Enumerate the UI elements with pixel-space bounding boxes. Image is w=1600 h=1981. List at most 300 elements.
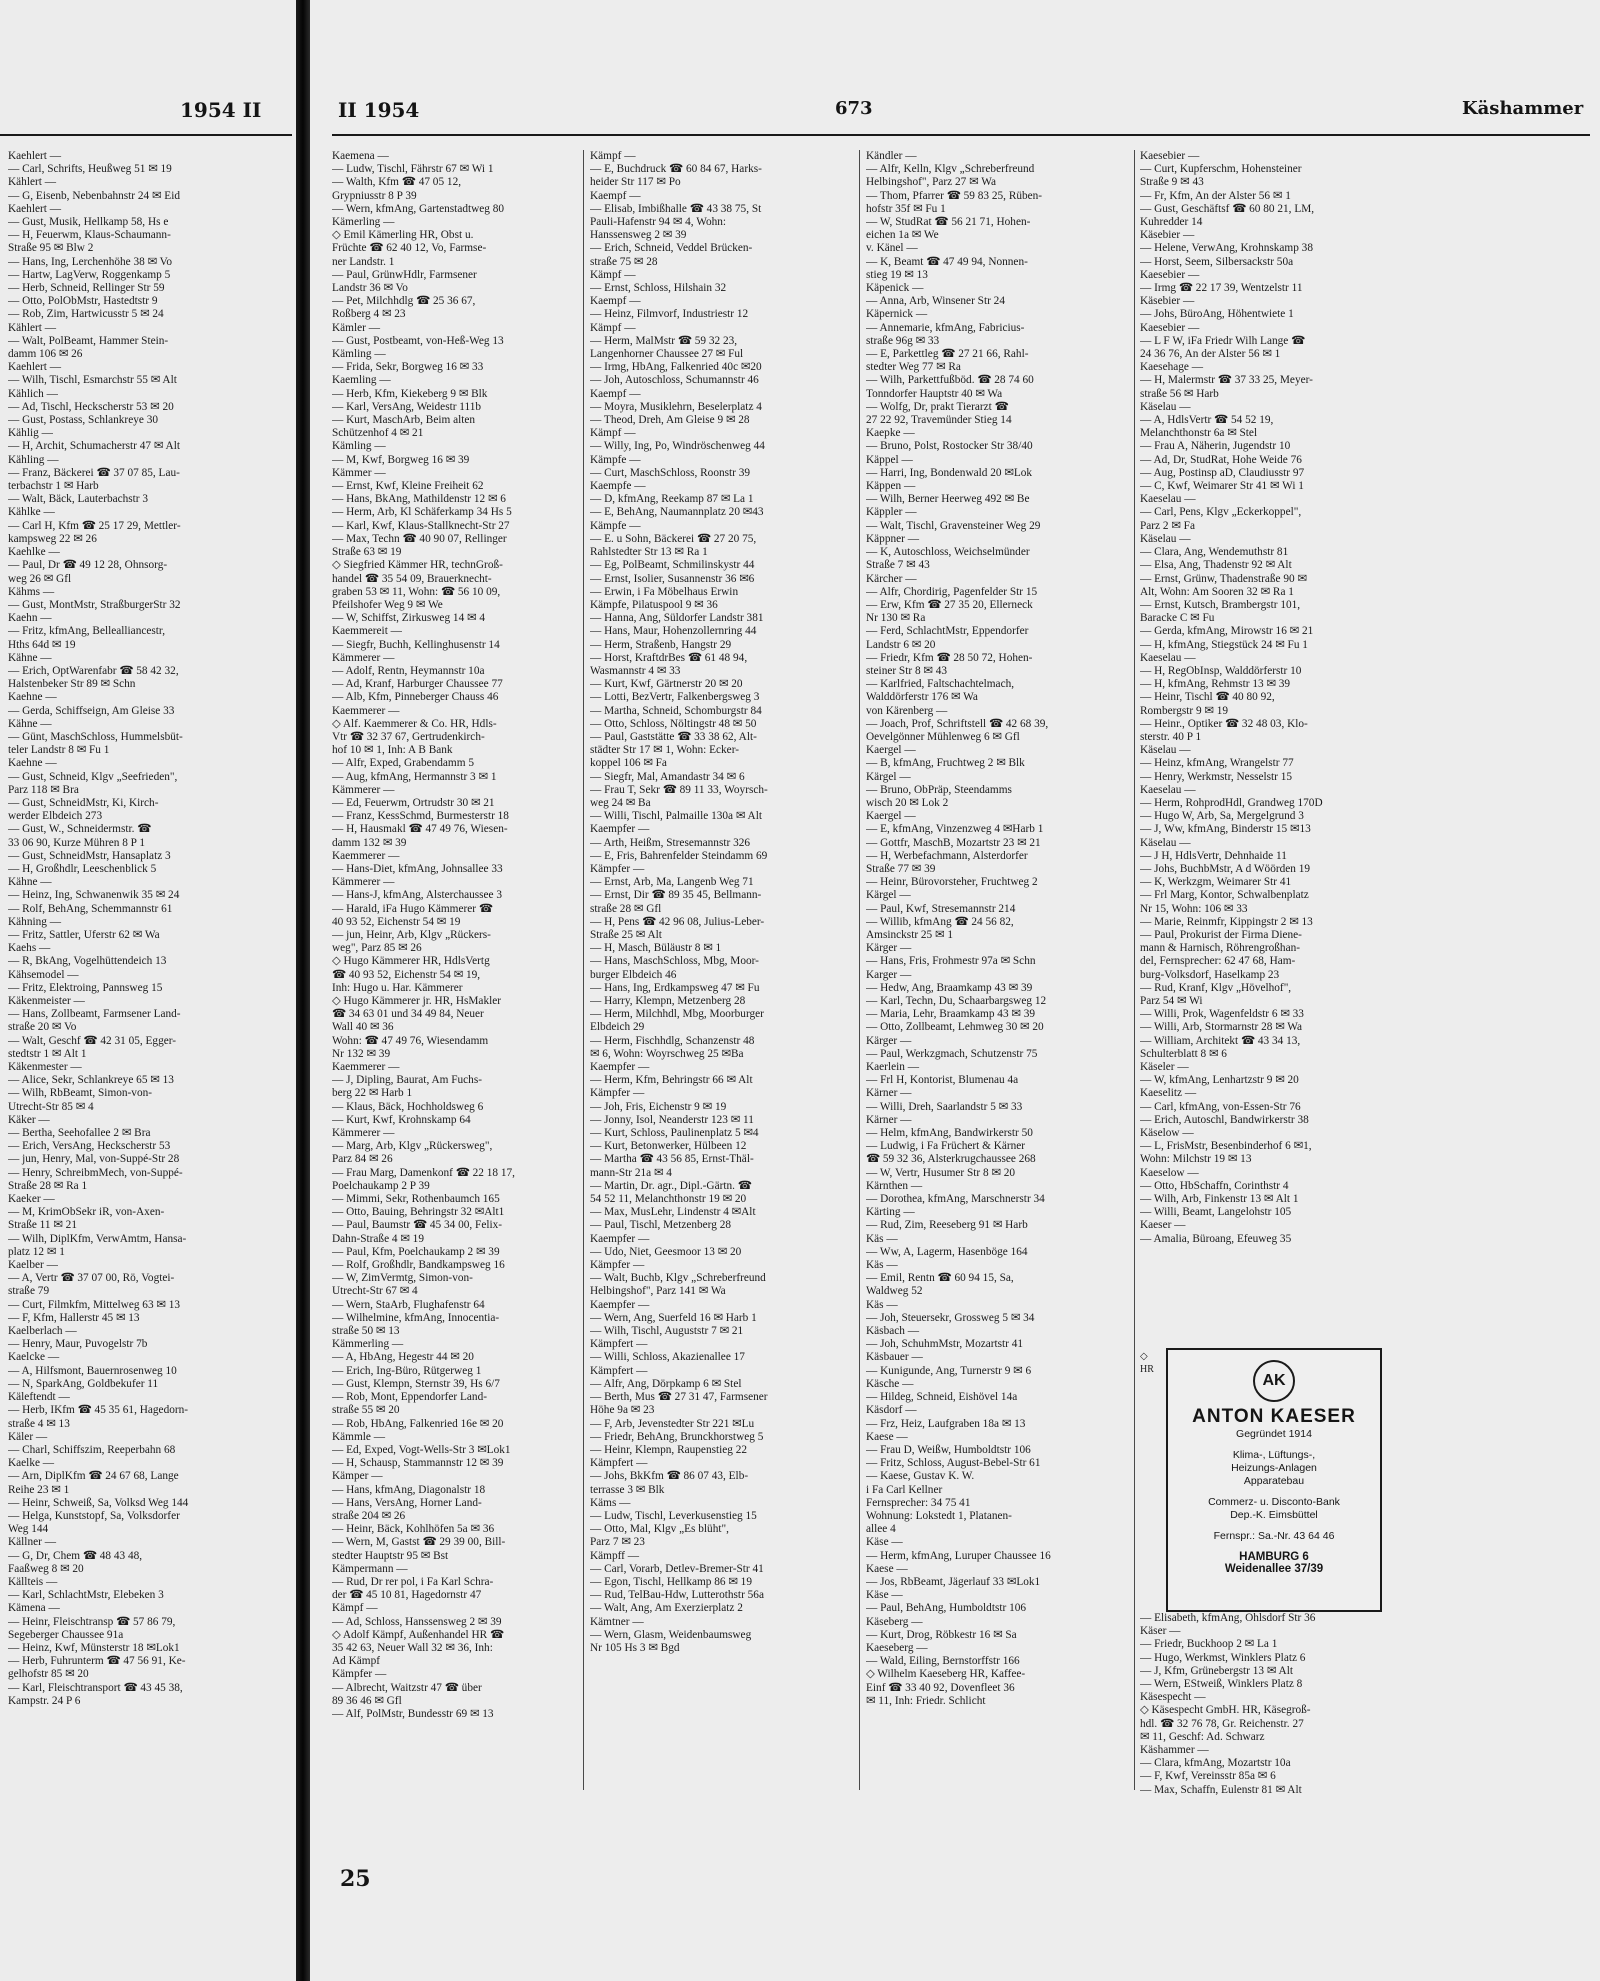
directory-entry-line: Källner — <box>8 1536 56 1549</box>
ad-line-2: Heizungs-Anlagen <box>1231 1462 1317 1474</box>
directory-entry-line: — Gust, MontMstr, StraßburgerStr 32 <box>8 598 181 611</box>
directory-entry-line: Grypniusstr 8 P 39 <box>332 189 417 202</box>
directory-entry-line: Kaempfer — <box>590 1061 650 1074</box>
directory-entry-line: — Hugo, Werkmst, Winklers Platz 6 <box>1140 1651 1306 1664</box>
directory-entry-line: Käpenick — <box>866 282 924 295</box>
directory-entry-line: — Frau D, Weißw, Humboldtstr 106 <box>866 1443 1031 1456</box>
directory-entry-line: — Hildeg, Schneid, Eishövel 14a <box>866 1391 1018 1404</box>
directory-entry-line: — Willi, Schloss, Akazienallee 17 <box>590 1351 745 1364</box>
directory-entry-line: Kärgel — <box>866 770 911 783</box>
directory-entry-line: — R, BkAng, Vogelhüttendeich 13 <box>8 955 167 968</box>
directory-entry-line: — Frz, Heiz, Laufgraben 18a ✉ 13 <box>866 1417 1026 1430</box>
directory-entry-line: — Jonny, Isol, Neanderstr 123 ✉ 11 <box>590 1113 754 1126</box>
directory-entry-line: — Rolf, Großhdlr, Bandkampsweg 16 <box>332 1259 505 1272</box>
directory-entry-line: Käselau — <box>1140 532 1191 545</box>
directory-entry-line: straße 55 ✉ 20 <box>332 1404 400 1417</box>
directory-entry-line: Kämpfe — <box>590 453 641 466</box>
directory-entry-line: — Fr, Kfm, An der Alster 56 ✉ 1 <box>1140 189 1291 202</box>
directory-entry-line: Kändler — <box>866 150 917 162</box>
directory-entry-line: Straße 95 ✉ Blw 2 <box>8 242 94 255</box>
directory-entry-line: — Franz, KessSchmd, Burmesterstr 18 <box>332 810 509 823</box>
directory-entry-line: Käseberg — <box>866 1615 923 1628</box>
directory-entry-line: — Elisab, Imbißhalle ☎ 43 38 75, St <box>590 202 762 215</box>
directory-entry-line: Kaemena — <box>332 150 389 162</box>
directory-entry-line: 40 93 52, Eichenstr 54 ✉ 19 <box>332 915 461 928</box>
directory-entry-line: — K, Beamt ☎ 47 49 94, Nonnen- <box>866 255 1028 268</box>
directory-entry-line: — Irmg, HbAng, Falkenried 40c ✉20 <box>590 361 762 374</box>
directory-entry-line: straße 96g ✉ 33 <box>866 334 940 347</box>
directory-entry-line: — Heinz, Filmvorf, Industriestr 12 <box>590 308 749 321</box>
directory-entry-line: — Fritz, Sattler, Uferstr 62 ✉ Wa <box>8 928 160 941</box>
directory-entry-line: von Kärenberg — <box>866 704 948 717</box>
directory-entry-line: — Gerda, Schiffseign, Am Gleise 33 <box>8 704 175 717</box>
directory-entry-line: — Kurt, Betonwerker, Hülbeen 12 <box>590 1140 747 1153</box>
directory-entry-line: — Frau Marg, Damenkonf ☎ 22 18 17, <box>332 1166 515 1179</box>
directory-entry-line: — Max, Schaffn, Eulenstr 81 ✉ Alt <box>1140 1783 1302 1796</box>
directory-entry-line: — J, Kfm, Grünebergstr 13 ✉ Alt <box>1140 1664 1293 1677</box>
directory-entry-line: — Arth, Heißm, Stresemannstr 326 <box>590 836 751 849</box>
directory-entry-line: — Albrecht, Waitzstr 47 ☎ über <box>332 1681 482 1694</box>
directory-entry-line: Kärnthen — <box>866 1179 923 1192</box>
directory-entry-line: — D, kfmAng, Reekamp 87 ✉ La 1 <box>590 493 754 506</box>
directory-entry-line: — Hans, VersAng, Horner Land- <box>332 1496 482 1509</box>
directory-entry-line: ✉ 6, Wohn: Woyrschweg 25 ✉Ba <box>590 1047 744 1060</box>
directory-entry-line: straße 79 <box>8 1285 50 1298</box>
directory-entry-line: Kämena — <box>8 1602 60 1615</box>
directory-entry-line: — William, Architekt ☎ 43 34 13, <box>1140 1034 1301 1047</box>
directory-entry-line: — Hans, Ing, Lerchenhöhe 38 ✉ Vo <box>8 255 173 268</box>
directory-entry-line: — Wilh, Tischl, Auguststr 7 ✉ 21 <box>590 1325 744 1338</box>
directory-entry-line: Kaergel — <box>866 744 916 757</box>
directory-entry-line: — Heinz, kfmAng, Wrangelstr 77 <box>1140 757 1294 770</box>
directory-entry-line: — Wern, StaArb, Flughafenstr 64 <box>332 1298 485 1311</box>
directory-entry-line: stedtstr 1 ✉ Alt 1 <box>8 1047 87 1060</box>
directory-entry-line: — M, Kwf, Borgweg 16 ✉ 39 <box>332 453 470 466</box>
directory-entry-line: — Ed, Exped, Vogt-Wells-Str 3 ✉Lok1 <box>332 1443 511 1456</box>
directory-entry-line: — Ernst, Grünw, Thadenstraße 90 ✉ <box>1140 572 1307 585</box>
directory-entry-line: ☎ 34 63 01 und 34 49 84, Neuer <box>332 1008 484 1021</box>
directory-entry-line: Kämmerling — <box>332 1338 404 1351</box>
directory-entry-line: — Gottfr, MaschB, Mozartstr 23 ✉ 21 <box>866 836 1041 849</box>
directory-entry-line: Käser — <box>1140 1625 1181 1638</box>
directory-entry-line: Nr 130 ✉ Ra <box>866 612 926 625</box>
directory-entry-line: — Willi, Tischl, Palmaille 130a ✉ Alt <box>590 810 762 823</box>
directory-entry-line: Kämpfer — <box>590 862 645 875</box>
directory-entry-line: Tonndorfer Hauptstr 40 ✉ Wa <box>866 387 1003 400</box>
directory-entry-line: — Heinr, Schweiß, Sa, Volksd Weg 144 <box>8 1496 189 1509</box>
directory-entry-line: — Wilhelmine, kfmAng, Innocentia- <box>332 1311 500 1324</box>
directory-entry-line: — Ed, Feuerwm, Ortrudstr 30 ✉ 21 <box>332 796 495 809</box>
directory-entry-line: — A, Vertr ☎ 37 07 00, Rö, Vogtei- <box>8 1272 175 1285</box>
directory-entry-line: Kaeselau — <box>1140 651 1196 664</box>
directory-entry-line: — W, Schiffst, Zirkusweg 14 ✉ 4 <box>332 612 485 625</box>
directory-entry-line: — Klaus, Bäck, Hochholdsweg 6 <box>332 1100 484 1113</box>
directory-entry-line: — N, SparkAng, Goldbekufer 11 <box>8 1377 159 1390</box>
directory-entry-line: — Erw, Kfm ☎ 27 35 20, Ellerneck <box>866 598 1033 611</box>
directory-entry-line: hdl. ☎ 32 76 78, Gr. Reichenstr. 27 <box>1140 1717 1304 1730</box>
directory-entry-line: 89 36 46 ✉ Gfl <box>332 1694 402 1707</box>
directory-entry-line: damm 132 ✉ 39 <box>332 836 407 849</box>
directory-entry-line: — G, Eisenb, Nebenbahnstr 24 ✉ Eid <box>8 189 180 202</box>
directory-entry-line: Wasmannstr 4 ✉ 33 <box>590 664 681 677</box>
directory-entry-line: Kämpf — <box>590 321 636 334</box>
directory-entry-line: — Erich, OptWarenfabr ☎ 58 42 32, <box>8 664 179 677</box>
directory-entry-line: — Fritz, Elektroing, Pannsweg 15 <box>8 981 163 994</box>
directory-entry-line: Kaesebier — <box>1140 268 1200 281</box>
directory-entry-line: Kämpfert — <box>590 1457 648 1470</box>
ad-bank-1: Commerz- u. Disconto-Bank <box>1208 1496 1340 1508</box>
directory-entry-line: — Gerda, kfmAng, Mirowstr 16 ✉ 21 <box>1140 625 1314 638</box>
directory-entry-line: Kämpff — <box>590 1549 640 1562</box>
directory-entry-line: Kämpfe — <box>590 519 641 532</box>
directory-entry-line: — Karl, Techn, Du, Schaarbargsweg 12 <box>866 995 1047 1007</box>
ad-line-1: Klima-, Lüftungs-, <box>1232 1449 1316 1461</box>
directory-entry-line: mann-Str 21a ✉ 4 <box>590 1166 672 1179</box>
directory-entry-line: — Otto, Schloss, Nöltingstr 48 ✉ 50 <box>590 717 757 730</box>
directory-entry-line: Hanssensweg 2 ✉ 39 <box>590 229 687 242</box>
directory-entry-line: — Ad, Schloss, Hanssensweg 2 ✉ 39 <box>332 1615 502 1628</box>
directory-entry-line: Vtr ☎ 32 37 67, Gertrudenkirch- <box>332 730 485 743</box>
directory-entry-line: Kämpf — <box>590 427 636 440</box>
directory-entry-line: Kaempfe — <box>590 480 646 493</box>
directory-entry-line: — Alfr, Kelln, Klgv „Schreberfreund <box>866 163 1035 176</box>
directory-entry-line: stedter Hauptstr 95 ✉ Bst <box>332 1549 449 1562</box>
directory-entry-line: Käsebier — <box>1140 295 1195 308</box>
directory-entry-line: — Erich, Ing-Büro, Rütgerweg 1 <box>332 1364 482 1377</box>
directory-entry-line: — Paul, GrünwHdlr, Farmsener <box>332 268 477 281</box>
directory-entry-line: — Hans, MaschSchloss, Mbg, Moor- <box>590 955 759 968</box>
directory-entry-line: — Gust, Musik, Hellkamp 58, Hs e <box>8 216 169 229</box>
directory-entry-line: — Rob, HbAng, Falkenried 16e ✉ 20 <box>332 1417 504 1430</box>
directory-entry-line: — Paul, Kwf, Stresemannstr 214 <box>866 902 1016 915</box>
ad-phone: Fernspr.: Sa.-Nr. 43 64 46 <box>1213 1530 1335 1542</box>
directory-entry-line: Käse — <box>866 1536 903 1549</box>
directory-entry-line: — Kurt, MaschArb, Beim alten <box>332 414 476 427</box>
directory-entry-line: — Wern, EStweiß, Winklers Platz 8 <box>1140 1678 1303 1691</box>
left-header-rule <box>0 134 292 136</box>
directory-entry-line: — Ernst, Kutsch, Brambergstr 101, <box>1140 598 1301 611</box>
directory-entry-line: teler Landstr 8 ✉ Fu 1 <box>8 744 110 757</box>
directory-entry-line: — Heinz, Ing, Schwanenwik 35 ✉ 24 <box>8 889 180 902</box>
directory-entry-line: — Clara, Ang, Wendemuthstr 81 <box>1140 546 1289 559</box>
book-gutter <box>296 0 310 1981</box>
directory-entry-line: Kämmerer — <box>332 651 395 664</box>
column-divider-1 <box>583 150 584 1790</box>
directory-entry-line: Kähsemodel — <box>8 968 79 981</box>
directory-entry-line: Kärner — <box>866 1087 912 1100</box>
directory-entry-line: Kaeselow — <box>1140 1166 1199 1179</box>
directory-entry-line: Kämpfer — <box>590 1087 645 1100</box>
directory-entry-line: Kämling — <box>332 440 386 453</box>
directory-entry-line: — Mimmi, Sekr, Rothenbaumch 165 <box>332 1193 500 1206</box>
directory-entry-line: — Berth, Mus ☎ 27 31 47, Farmsener <box>590 1391 768 1404</box>
directory-entry-line: Schulterblatt 8 ✉ 6 <box>1140 1047 1227 1060</box>
directory-entry-line: — Alfr, Exped, Grabendamm 5 <box>332 757 474 770</box>
directory-entry-line: ✉ 11, Geschf: Ad. Schwarz <box>1140 1730 1265 1743</box>
directory-entry-line: — L, FrisMstr, Besenbinderhof 6 ✉1, <box>1140 1140 1312 1153</box>
directory-entry-line: Walddörferstr 176 ✉ Wa <box>866 691 978 704</box>
directory-entry-line: — Ludw, Tischl, Leverkusenstieg 15 <box>590 1509 757 1522</box>
directory-entry-line: — L F W, iFa Friedr Wilh Lange ☎ <box>1140 334 1306 347</box>
directory-entry-line: — Hans, BkAng, Mathildenstr 12 ✉ 6 <box>332 493 506 506</box>
directory-entry-line: gelhofstr 85 ✉ 20 <box>8 1668 89 1681</box>
directory-entry-line: Kaeser — <box>1140 1219 1186 1232</box>
directory-entry-line: — Carl, Vorarb, Detlev-Bremer-Str 41 <box>590 1562 764 1575</box>
directory-entry-line: — Wilh, Berner Heerweg 492 ✉ Be <box>866 493 1030 506</box>
directory-entry-line: — Karl, Fleischtransport ☎ 43 45 38, <box>8 1681 183 1694</box>
directory-entry-line: — Friedr, BehAng, Brunckhorstweg 5 <box>590 1430 764 1443</box>
directory-entry-line: Elbdeich 29 <box>590 1021 645 1034</box>
directory-entry-line: straße 20 ✉ Vo <box>8 1021 77 1034</box>
directory-entry-line: weg 26 ✉ Gfl <box>8 572 72 585</box>
directory-entry-line: Straße 7 ✉ 43 <box>866 559 930 572</box>
column-1 <box>332 150 576 1721</box>
directory-entry-line: handel ☎ 35 54 09, Brauerknecht- <box>332 572 492 585</box>
directory-entry-line: — Carl, Schrifts, Heußweg 51 ✉ 19 <box>8 163 172 176</box>
directory-entry-line: Kaempfer — <box>590 1232 650 1245</box>
ad-marker: ◇ HR <box>1140 1351 1154 1376</box>
directory-entry-line: — Kunigunde, Ang, Turnerstr 9 ✉ 6 <box>866 1364 1032 1377</box>
directory-entry-line: — H, kfmAng, Rehmstr 13 ✉ 39 <box>1140 678 1291 691</box>
directory-entry-line: Segeberger Chaussee 91a <box>8 1628 124 1641</box>
directory-entry-line: straße 75 ✉ 28 <box>590 255 658 268</box>
directory-entry-line: — J H, HdlsVertr, Dehnhaide 11 <box>1140 849 1287 862</box>
company-logo-icon: AK <box>1253 1360 1295 1402</box>
directory-entry-line: Faaßweg 8 ✉ 20 <box>8 1562 84 1575</box>
directory-entry-line: wisch 20 ✉ Lok 2 <box>866 796 949 809</box>
directory-entry-line: — K, Autoschloss, Weichselmünder <box>866 546 1030 559</box>
directory-entry-line: Kaemmereit — <box>332 625 402 638</box>
directory-entry-line: Kaempf — <box>590 295 641 308</box>
directory-entry-line: — Willi, Dreh, Saarlandstr 5 ✉ 33 <box>866 1100 1023 1113</box>
directory-entry-line: Käker — <box>8 1113 50 1126</box>
directory-entry-line: — Frida, Sekr, Borgweg 16 ✉ 33 <box>332 361 484 374</box>
directory-entry-line: — G, Dr, Chem ☎ 48 43 48, <box>8 1549 143 1562</box>
directory-entry-line: — Willy, Ing, Po, Windröschenweg 44 <box>590 440 765 453</box>
right-page <box>310 0 1600 1981</box>
directory-entry-line: — Alice, Sekr, Schlankreye 65 ✉ 13 <box>8 1074 174 1087</box>
directory-entry-line: — Aug, Postinsp aD, Claudiusstr 97 <box>1140 466 1305 479</box>
directory-entry-line: Kählig — <box>8 427 53 440</box>
directory-entry-line: — B, kfmAng, Fruchtweg 2 ✉ Blk <box>866 757 1025 770</box>
directory-entry-line: ✉ 11, Inh: Friedr. Schlicht <box>866 1694 986 1707</box>
directory-entry-line: — Wern, kfmAng, Gartenstadtweg 80 <box>332 202 505 215</box>
directory-entry-line: — Ernst, Kwf, Kleine Freiheit 62 <box>332 480 484 493</box>
column-2 <box>590 150 854 1655</box>
directory-entry-line: eichen 1a ✉ We <box>866 229 939 242</box>
directory-entry-line: Kaepke — <box>866 427 915 440</box>
directory-entry-line: — Heinr., Optiker ☎ 32 48 03, Klo- <box>1140 717 1308 730</box>
directory-entry-line: — Maria, Lehr, Braamkamp 43 ✉ 39 <box>866 1008 1036 1021</box>
directory-entry-line: ◇ Käsespecht GmbH. HR, Käsegroß- <box>1140 1704 1311 1717</box>
directory-entry-line: — Siegfr, Buchh, Kellinghusenstr 14 <box>332 638 500 651</box>
ad-street: Weidenallee 37/39 <box>1224 1563 1324 1575</box>
directory-entry-line: Rombergstr 9 ✉ 19 <box>1140 704 1229 717</box>
directory-entry-line: Kähms — <box>8 585 55 598</box>
directory-entry-line: Kähne — <box>8 651 52 664</box>
directory-entry-line: — H, Hausmakl ☎ 47 49 76, Wiesen- <box>332 823 508 836</box>
directory-entry-line: platz 12 ✉ 1 <box>8 1245 65 1258</box>
directory-entry-line: burger Elbdeich 46 <box>590 968 677 981</box>
directory-entry-line: Parz 84 ✉ 26 <box>332 1153 393 1166</box>
directory-entry-line: Utrecht-Str 67 ✉ 4 <box>332 1285 418 1298</box>
directory-entry-line: — Heinr, Fleischtransp ☎ 57 86 79, <box>8 1615 176 1628</box>
directory-entry-line: Kärcher — <box>866 572 917 585</box>
directory-entry-line: — Henry, Maur, Puvogelstr 7b <box>8 1338 148 1351</box>
directory-entry-line: Käs — <box>866 1298 898 1311</box>
directory-entry-line: Kämler — <box>332 321 380 334</box>
directory-entry-line: — J, Ww, kfmAng, Binderstr 15 ✉13 <box>1140 823 1311 836</box>
directory-entry-line: — H, Schausp, Stammannstr 12 ✉ 39 <box>332 1457 504 1470</box>
directory-entry-line: Käpernick — <box>866 308 928 321</box>
directory-entry-line: Einf ☎ 33 40 92, Dovenfleet 36 <box>866 1681 1015 1694</box>
directory-entry-line: — Pet, Milchhdlg ☎ 25 36 67, <box>332 295 476 308</box>
directory-entry-line: Pauli-Hafenstr 94 ✉ 4, Wohn: <box>590 216 727 229</box>
directory-entry-line: — Joh, SchuhmMstr, Mozartstr 41 <box>866 1338 1024 1351</box>
directory-entry-line: Kähling — <box>8 453 59 466</box>
column-divider-2 <box>859 150 860 1790</box>
directory-entry-line: — Joh, Steuersekr, Grossweg 5 ✉ 34 <box>866 1311 1035 1324</box>
directory-entry-line: — Walt, Tischl, Gravensteiner Weg 29 <box>866 519 1041 532</box>
directory-entry-line: — Gust, Schneid, Klgv „Seefrieden", <box>8 770 178 783</box>
directory-entry-line: — H, Pens ☎ 42 96 08, Julius-Leber- <box>590 915 765 928</box>
directory-entry-line: — Erich, VersAng, Heckscherstr 53 <box>8 1140 171 1153</box>
directory-entry-line: — Carl, kfmAng, von-Essen-Str 76 <box>1140 1100 1301 1113</box>
directory-entry-line: — Ad, Kranf, Harburger Chaussee 77 <box>332 678 503 691</box>
directory-entry-line: — Irmg ☎ 22 17 39, Wentzelstr 11 <box>1140 282 1303 295</box>
directory-entry-line: — Rud, Kranf, Klgv „Hövelhof", <box>1140 981 1292 994</box>
directory-entry-line: — Emil, Rentn ☎ 60 94 15, Sa, <box>866 1272 1014 1285</box>
directory-entry-line: terrasse 3 ✉ Blk <box>590 1483 665 1496</box>
directory-entry-line: Käselau — <box>1140 836 1191 849</box>
directory-entry-line: Kämpfe, Pilatuspool 9 ✉ 36 <box>590 598 718 611</box>
directory-entry-line: — Curt, Filmkfm, Mittelweg 63 ✉ 13 <box>8 1298 181 1311</box>
directory-entry-line: heider Str 117 ✉ Po <box>590 176 681 189</box>
directory-entry-line: Kähne — <box>8 717 52 730</box>
directory-entry-line: ◇ Hugo Kämmerer HR, HdlsVertg <box>332 955 490 968</box>
directory-entry-line: — Annemarie, kfmAng, Fabricius- <box>866 321 1025 334</box>
directory-entry-line: ☎ 40 93 52, Eichenstr 54 ✉ 19, <box>332 968 481 981</box>
directory-entry-line: — Udo, Niet, Geesmoor 13 ✉ 20 <box>590 1245 742 1258</box>
directory-entry-line: — Karlfried, Faltschachtelmach, <box>866 678 1015 691</box>
directory-entry-line: — Karl, SchlachtMstr, Elebeken 3 <box>8 1589 164 1602</box>
directory-entry-line: weg 24 ✉ Ba <box>590 796 651 809</box>
directory-entry-line: — Gust, Postbeamt, von-Heß-Weg 13 <box>332 334 504 347</box>
directory-entry-line: Kaesehage — <box>1140 361 1204 374</box>
directory-entry-line: Kaese — <box>866 1562 908 1575</box>
column-3 <box>866 150 1130 1708</box>
directory-entry-line: Kaempfer — <box>590 823 650 836</box>
directory-entry-line: — Ernst, Arb, Ma, Langenb Weg 71 <box>590 876 754 889</box>
directory-entry-line: — Erich, Schneid, Veddel Brücken- <box>590 242 753 255</box>
directory-entry-line: — Hanna, Ang, Süldorfer Landstr 381 <box>590 612 764 625</box>
directory-entry-line: Straße 28 ✉ Ra 1 <box>8 1179 88 1192</box>
directory-entry-line: Kuhredder 14 <box>1140 216 1203 229</box>
directory-entry-line: Inh: Hugo u. Har. Kämmerer <box>332 981 463 994</box>
directory-entry-line: Weg 144 <box>8 1523 49 1536</box>
directory-entry-line: 33 06 90, Kurze Mühren 8 P 1 <box>8 836 146 849</box>
directory-entry-line: Käppen — <box>866 480 916 493</box>
directory-entry-line: — Martha, Schneid, Schomburgstr 84 <box>590 704 762 717</box>
directory-entry-line: Kählich — <box>8 387 58 400</box>
directory-entry-line: — F, Kwf, Vereinsstr 85a ✉ 6 <box>1140 1770 1276 1783</box>
directory-entry-line: — Heinr, Tischl ☎ 40 80 92, <box>1140 691 1275 704</box>
directory-entry-line: — Walt, PolBeamt, Hammer Stein- <box>8 334 169 347</box>
directory-entry-line: Kähne — <box>8 876 52 889</box>
directory-entry-line: Reihe 23 ✉ 1 <box>8 1483 70 1496</box>
directory-entry-line: — Ww, A, Lagerm, Hasenböge 164 <box>866 1245 1028 1258</box>
directory-entry-line: — Friedr, Kfm ☎ 28 50 72, Hohen- <box>866 651 1033 664</box>
directory-entry-line: Käkenmeister — <box>8 995 85 1007</box>
directory-entry-line: mann & Harnisch, Röhrengroßhan- <box>1140 942 1300 955</box>
directory-entry-line: Kämmerer — <box>332 1127 395 1140</box>
directory-entry-line: — Horst, Seem, Silbersackstr 50a <box>1140 255 1294 268</box>
directory-entry-line: — H, kfmAng, Stiegstück 24 ✉ Fu 1 <box>1140 638 1308 651</box>
directory-entry-line: — Gust, Geschäftsf ☎ 60 80 21, LM, <box>1140 202 1315 215</box>
directory-entry-line: Amsinckstr 25 ✉ 1 <box>866 928 953 941</box>
directory-entry-line: burg-Volksdorf, Haselkamp 23 <box>1140 968 1280 981</box>
directory-entry-line: steiner Str 8 ✉ 43 <box>866 664 948 677</box>
directory-entry-line: — Henry, SchreibmMech, von-Suppé- <box>8 1166 183 1179</box>
directory-entry-line: weg", Parz 85 ✉ 26 <box>332 942 422 955</box>
directory-entry-line: Kaemmerer — <box>332 1061 400 1074</box>
directory-entry-line: — Kaese, Gustav K. W. <box>866 1470 975 1483</box>
directory-entry-line: — Horst, KraftdrBes ☎ 61 48 94, <box>590 651 748 664</box>
directory-entry-line: ◇ Adolf Kämpf, Außenhandel HR ☎ <box>332 1628 505 1641</box>
directory-entry-line: — W, kfmAng, Lenhartzstr 9 ✉ 20 <box>1140 1074 1299 1087</box>
directory-entry-line: v. Känel — <box>866 242 918 255</box>
directory-entry-line: Käs — <box>866 1259 898 1272</box>
ad-line-3: Apparatebau <box>1243 1475 1305 1487</box>
directory-entry-line: — Wilh, DiplKfm, VerwAmtm, Hansa- <box>8 1232 187 1245</box>
directory-entry-line: — Herm, kfmAng, Luruper Chaussee 16 <box>866 1549 1051 1562</box>
directory-entry-line: — H, Archit, Schumacherstr 47 ✉ Alt <box>8 440 180 453</box>
directory-entry-line: — E, kfmAng, Vinzenzweg 4 ✉Harb 1 <box>866 823 1044 836</box>
directory-entry-line: Käsbauer — <box>866 1351 923 1364</box>
directory-entry-line: — Heinr, Bäck, Kohlhöfen 5a ✉ 36 <box>332 1523 495 1536</box>
directory-entry-line: Kaehlert — <box>8 202 62 215</box>
directory-entry-line: — Marg, Arb, Klgv „Rückersweg", <box>332 1140 493 1153</box>
directory-entry-line: ◇ Hugo Kämmerer jr. HR, HsMakler <box>332 995 502 1007</box>
directory-entry-line: — Helm, kfmAng, Bandwirkerstr 50 <box>866 1127 1033 1140</box>
directory-entry-line: Käselau — <box>1140 400 1191 413</box>
directory-entry-line: straße 28 ✉ Gfl <box>590 902 662 915</box>
directory-entry-line: Melanchthonstr 6a ✉ Stel <box>1140 427 1258 440</box>
directory-entry-line: 54 52 11, Melanchthonstr 19 ✉ 20 <box>590 1193 747 1206</box>
directory-entry-line: — E. u Sohn, Bäckerei ☎ 27 20 75, <box>590 532 757 545</box>
directory-entry-line: — Herb, Schneid, Rellinger Str 59 <box>8 282 165 295</box>
directory-entry-line: — Gust, SchneidMstr, Ki, Kirch- <box>8 796 159 809</box>
directory-entry-line: — Herm, MalMstr ☎ 59 32 23, <box>590 334 738 347</box>
directory-entry-line: Kaeselau — <box>1140 783 1196 796</box>
directory-entry-line: Kärger — <box>866 1034 912 1047</box>
directory-entry-line: — Amalia, Büroang, Efeuweg 35 <box>1140 1232 1292 1245</box>
directory-entry-line: i Fa Carl Kellner <box>866 1483 943 1496</box>
directory-entry-line: — C, Kwf, Weimarer Str 41 ✉ Wi 1 <box>1140 480 1304 493</box>
directory-entry-line: der ☎ 45 10 81, Hagedornstr 47 <box>332 1589 482 1602</box>
directory-entry-line: Kämpermann — <box>332 1562 408 1575</box>
directory-entry-line: — Wolfg, Dr, prakt Tierarzt ☎ <box>866 400 1009 413</box>
directory-entry-line: — Henry, Werkmstr, Nesselstr 15 <box>1140 770 1293 783</box>
directory-entry-line: — Elisabeth, kfmAng, Ohlsdorf Str 36 <box>1140 1612 1316 1624</box>
column-4-bottom <box>1140 1612 1402 1797</box>
directory-entry-line: — Rud, TelBau-Hdw, Lutterothstr 56a <box>590 1589 764 1602</box>
directory-entry-line: — Frl Marg, Kontor, Schwalbenplatz <box>1140 889 1309 902</box>
directory-entry-line: — Kurt, Schloss, Paulinenplatz 5 ✉4 <box>590 1127 759 1140</box>
directory-entry-line: — Frau A, Näherin, Jugendstr 10 <box>1140 440 1291 453</box>
column-4-top <box>1140 150 1402 1246</box>
directory-entry-line: — Hans, kfmAng, Diagonalstr 18 <box>332 1483 486 1496</box>
